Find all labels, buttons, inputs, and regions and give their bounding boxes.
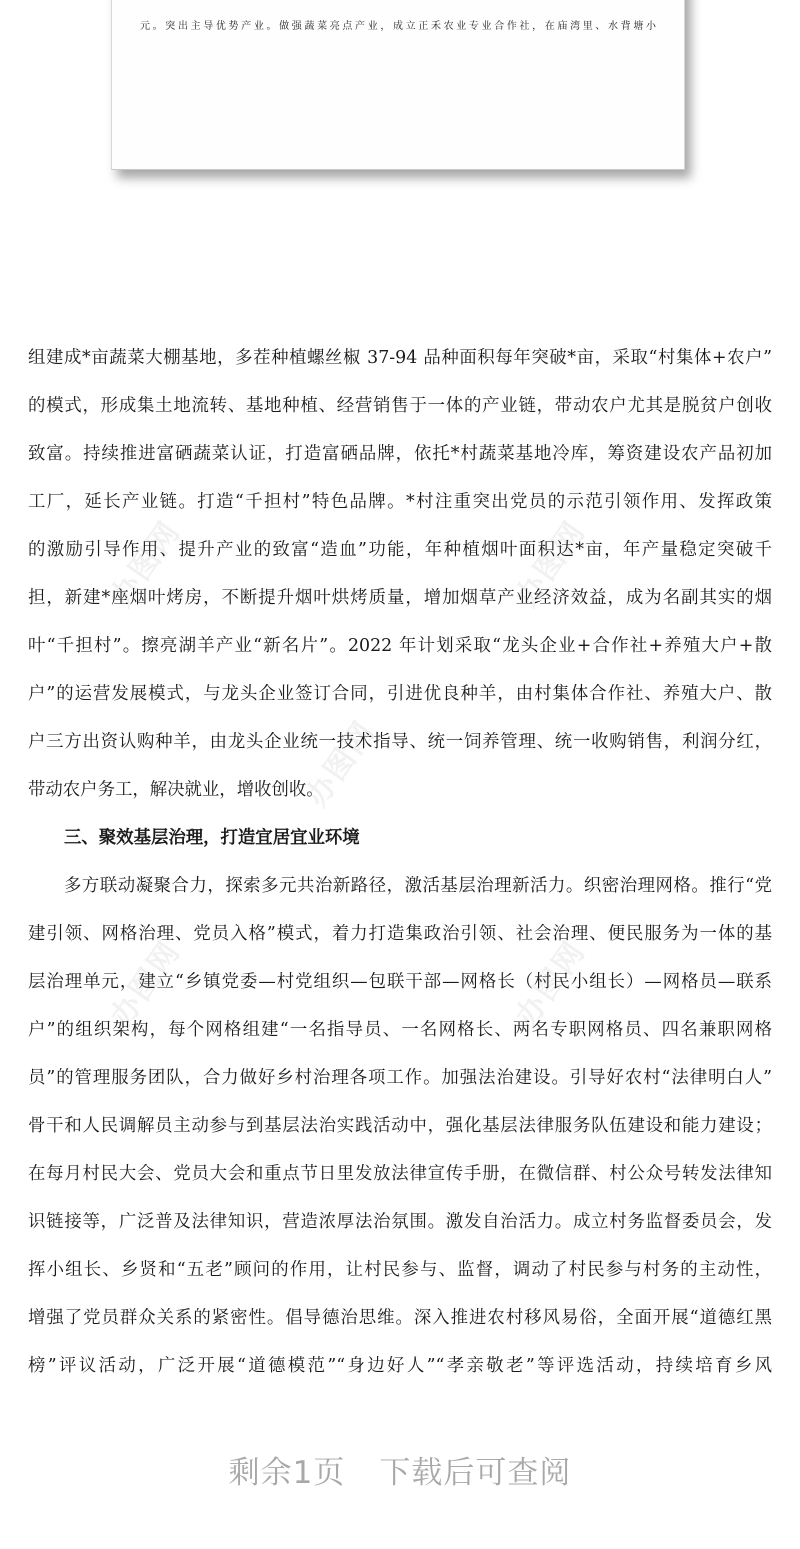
download-to-view-label: 下载后可查阅 [379, 1455, 572, 1491]
document-line: 担，新建*座烟叶烤房，不断提升烟叶烘烤质量，增加烟草产业经济效益，成为名副其实的烟 [28, 588, 772, 608]
remaining-pages-prompt[interactable] [0, 1447, 800, 1492]
paragraph-first-line: 多方联动凝聚合力，探索多元共治新路径，激活基层治理新活力。织密治理网格。推行“党 [64, 876, 772, 896]
document-line: 挥小组长、乡贤和“五老”顾问的作用，让村民参与、监督，调动了村民参与村务的主动性， [28, 1260, 772, 1280]
document-line: 在每月村民大会、党员大会和重点节日里发放法律宣传手册，在微信群、村公众号转发法律知 [28, 1164, 772, 1184]
previous-page-line: 元。突出主导优势产业。做强蔬菜亮点产业，成立正禾农业专业合作社，在庙湾里、水背塘小 [140, 21, 656, 32]
document-body [28, 340, 772, 1396]
document-line: 致富。持续推进富硒蔬菜认证，打造富硒品牌，依托*村蔬菜基地冷库，筹资建设农产品初加 [28, 444, 772, 464]
document-line: 骨干和人民调解员主动参与到基层法治实践活动中，强化基层法律服务队伍建设和能力建设； [28, 1116, 772, 1136]
document-line: 层治理单元，建立“乡镇党委—村党组织—包联干部—网格长（村民小组长）—网格员—联系 [28, 972, 772, 992]
document-line: 工厂，延长产业链。打造“千担村”特色品牌。*村注重突出党员的示范引领作用、发挥政策 [28, 492, 772, 512]
remaining-pages-label: 剩余1页 [228, 1455, 346, 1491]
previous-page-card [111, 0, 685, 170]
document-line: 增强了党员群众关系的紧密性。倡导德治思维。深入推进农村移风易俗，全面开展“道德红黑 [28, 1308, 772, 1328]
document-line: 员”的管理服务团队，合力做好乡村治理各项工作。加强法治建设。引导好农村“法律明白人” [28, 1068, 772, 1088]
document-line: 组建成*亩蔬菜大棚基地，多茬种植螺丝椒 37-94 品种面积每年突破*亩，采取“村集体+农户” [28, 348, 772, 368]
document-line: 榜”评议活动，广泛开展“道德模范”“身边好人”“孝亲敬老”等评选活动，持续培育乡风 [28, 1356, 772, 1376]
document-line: 建引领、网格治理、党员入格”模式，着力打造集政治引领、社会治理、便民服务为一体的基 [28, 924, 772, 944]
document-line: 的激励引导作用、提升产业的致富“造血”功能，年种植烟叶面积达*亩，年产量稳定突破千 [28, 540, 772, 560]
previous-page-line [140, 0, 656, 3]
watermark: 办图网 [104, 514, 188, 614]
watermark: 办图网 [509, 934, 593, 1034]
document-line: 户三方出资认购种羊，由龙头企业统一技术指导、统一饲养管理、统一收购销售，利润分红， [28, 732, 772, 752]
document-line: 带动农户务工，解决就业，增收创收。 [28, 780, 324, 800]
document-line: 叶“千担村”。擦亮湖羊产业“新名片”。2022 年计划采取“龙头企业+合作社+养殖大户+散 [28, 636, 772, 656]
document-line: 的模式，形成集土地流转、基地种植、经营销售于一体的产业链，带动农户尤其是脱贫户创收 [28, 396, 772, 416]
watermark: 办图网 [509, 514, 593, 614]
document-line: 户”的组织架构，每个网格组建“一名指导员、一名网格长、两名专职网格员、四名兼职网格 [28, 1020, 772, 1040]
document-line: 户”的运营发展模式，与龙头企业签订合同，引进优良种羊，由村集体合作社、养殖大户、散 [28, 684, 772, 704]
section-heading: 三、聚效基层治理，打造宜居宜业环境 [64, 828, 360, 848]
watermark: 办图网 [104, 934, 188, 1034]
document-line: 识链接等，广泛普及法律知识，营造浓厚法治氛围。激发自治活力。成立村务监督委员会，发 [28, 1212, 772, 1232]
watermark: 办图网 [299, 714, 383, 814]
